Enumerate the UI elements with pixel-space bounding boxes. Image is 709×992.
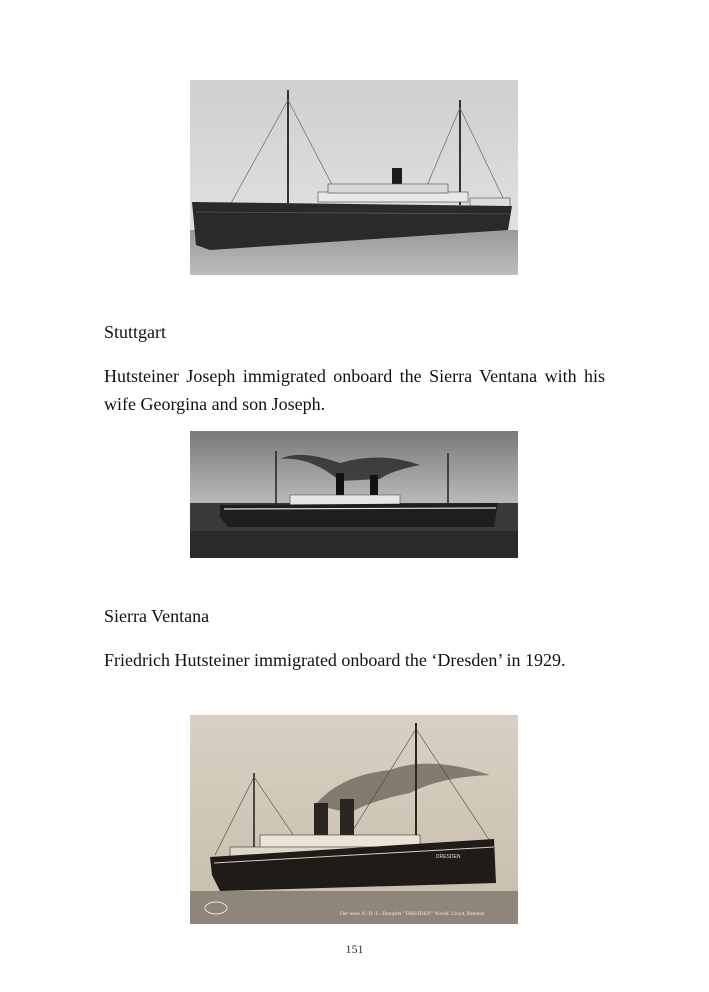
paragraph-joseph: Hutsteiner Joseph immigrated onboard the Sierra Ventana with his wife Georgina and son Joseph. [104,366,605,414]
page-number: 151 [345,942,364,956]
paragraph-friedrich: Friedrich Hutsteiner immigrated onboard the ‘Dresden’ in 1929. [104,650,566,670]
ship-photo-sierra-ventana [190,431,518,558]
hull-name-text: DRESDEN [436,854,461,860]
photo-caption-stuttgart: Stuttgart [104,322,166,342]
photo-caption-sierra-ventana: Sierra Ventana [104,606,210,626]
ship-photo-stuttgart [190,80,518,275]
postcard-caption-text: Der neue N.-D.-L.-Dampfer "DRESDEN" Nordd. Lloyd, Bremen [340,911,485,917]
ship-postcard-dresden [190,715,518,924]
